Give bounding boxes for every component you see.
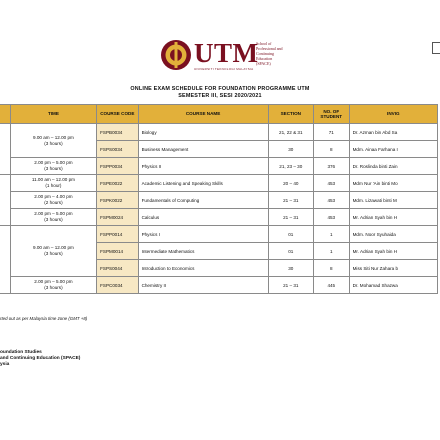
- student-count: 71: [313, 124, 349, 141]
- table-header-row: [0, 105, 438, 124]
- table-row: [0, 226, 438, 243]
- section: 21 – 31: [268, 209, 313, 226]
- document-subtitle: SEMESTER III, SESI 2020/2021: [178, 93, 262, 99]
- duration-text: (3 hours): [44, 217, 63, 222]
- course-code: FSPS0044: [97, 260, 138, 277]
- section: 21 – 31: [268, 277, 313, 294]
- date-header: [0, 105, 10, 124]
- invigilator: Mdm. Lizawati binti M: [349, 192, 437, 209]
- invigilator: Mdm. Noor Syuhaida: [349, 226, 437, 243]
- student-count: 8: [313, 141, 349, 158]
- time-text: 2.00 pm – 5.00 pm: [34, 160, 73, 165]
- duration-text: (3 hours): [44, 166, 63, 171]
- time-cell: [10, 226, 96, 277]
- time-text: 2.00 pm – 4.00 pm: [34, 194, 73, 199]
- section: 01: [268, 243, 313, 260]
- course-name: Biology: [138, 124, 268, 141]
- brand-name: UTM: [194, 38, 259, 68]
- signature-block: [0, 350, 80, 368]
- course-code: FSPB0034: [97, 124, 138, 141]
- time-cell: [10, 124, 96, 158]
- table-row: [0, 209, 438, 226]
- section: 30: [268, 260, 313, 277]
- school-line: Continuing: [256, 51, 275, 56]
- table-row: [0, 277, 438, 294]
- course-name: Fundamentals of Computing: [138, 192, 268, 209]
- signature-line: and Continuing Education (SPACE): [0, 356, 81, 361]
- table-row: [0, 192, 438, 209]
- course-name: Chemistry II: [138, 277, 268, 294]
- brand-subtitle: UNIVERSITI TEKNOLOGI MALAYSIA: [194, 67, 254, 71]
- school-line: School of: [256, 41, 272, 46]
- time-text: 9.00 am – 12.00 pm: [33, 245, 74, 250]
- duration-text: (3 hours): [44, 251, 63, 256]
- course-code: FSPM0014: [97, 243, 138, 260]
- table-row: [0, 175, 438, 192]
- corner-box: [432, 42, 440, 54]
- student-count: 453: [313, 209, 349, 226]
- student-count: 8: [313, 260, 349, 277]
- section: 21, 22 & 31: [268, 124, 313, 141]
- time-text: 9.00 am – 12.00 pm: [33, 134, 74, 140]
- section: 20 – 40: [268, 175, 313, 192]
- student-count: 1: [313, 226, 349, 243]
- section: 30: [268, 141, 313, 158]
- invigilator: Dr. Mohamad Shazwa: [349, 277, 437, 294]
- course-code: FSPK0022: [97, 192, 138, 209]
- course-name: Calculus: [138, 209, 268, 226]
- course-code: FSPM0024: [97, 209, 138, 226]
- course-code: FSPP0014: [97, 226, 138, 243]
- invigilator: Miss Siti Nur Zahara b: [349, 260, 437, 277]
- time-cell: [10, 209, 96, 226]
- course-name: Physics II: [138, 158, 268, 175]
- course-name: Intermediate Mathematics: [138, 243, 268, 260]
- signature-line: ysia: [0, 362, 10, 367]
- student-count: 1: [313, 243, 349, 260]
- course-name: Academic Listening and Speaking Skills: [138, 175, 268, 192]
- course-code: FSPE0022: [97, 175, 138, 192]
- utm-logo: [160, 38, 300, 74]
- column-header: TIME: [10, 105, 96, 124]
- invigilator: Mdm. Ainaa Farhana I: [349, 141, 437, 158]
- column-header: INVIG: [349, 105, 437, 124]
- column-header: SECTION: [268, 105, 313, 124]
- school-name: [256, 41, 298, 66]
- time-cell: [10, 277, 96, 294]
- section: 01: [268, 226, 313, 243]
- duration-text: (2 hours): [44, 200, 63, 205]
- table-row: [0, 158, 438, 175]
- column-header: COURSE NAME: [138, 105, 268, 124]
- date-cell: [0, 175, 10, 226]
- duration-text: (1 hour): [45, 183, 62, 188]
- student-count: 453: [313, 192, 349, 209]
- invigilator: Mr. Adrian Syah bin H: [349, 243, 437, 260]
- time-text: 2.00 pm – 5.00 pm: [34, 279, 73, 284]
- invigilator: Dr. Roslinda binti Zain: [349, 158, 437, 175]
- time-cell: [10, 175, 96, 192]
- duration-text: (3 hours): [44, 140, 63, 146]
- school-line: (SPACE): [256, 61, 271, 66]
- time-cell: [10, 158, 96, 175]
- date-cell: [0, 226, 10, 294]
- footnote: rted out as per Malaysia time zone (GMT +8): [0, 316, 88, 321]
- time-text: 2.00 pm – 5.00 pm: [34, 211, 73, 216]
- invigilator: Dr. Azman bin Abd Sa: [349, 124, 437, 141]
- invigilator: Mr. Adrian Syah bin H: [349, 209, 437, 226]
- course-code: FSPS0034: [97, 141, 138, 158]
- column-header: COURSE CODE: [97, 105, 138, 124]
- date-cell: [0, 124, 10, 175]
- column-header: NO. OF STUDENT: [313, 105, 349, 124]
- signature-line: oundation Studies: [0, 350, 42, 355]
- time-cell: [10, 192, 96, 209]
- school-line: Professional and: [256, 46, 283, 51]
- course-name: Business Management: [138, 141, 268, 158]
- section: 21, 23 – 30: [268, 158, 313, 175]
- course-code: FSPC0034: [97, 277, 138, 294]
- time-text: 11.00 am – 12.00 pm: [31, 177, 75, 182]
- utm-crest-icon: [160, 39, 192, 71]
- student-count: 453: [313, 175, 349, 192]
- course-code: FSPP0034: [97, 158, 138, 175]
- document-title: ONLINE EXAM SCHEDULE FOR FOUNDATION PROGRAMME UTM: [130, 86, 310, 92]
- exam-schedule-table: [0, 104, 438, 294]
- course-name: Physics I: [138, 226, 268, 243]
- student-count: 445: [313, 277, 349, 294]
- section: 21 – 31: [268, 192, 313, 209]
- duration-text: (3 hours): [44, 285, 63, 290]
- course-name: Introduction to Economics: [138, 260, 268, 277]
- invigilator: Mdm Nur 'Ain binti Mo: [349, 175, 437, 192]
- school-line: Education: [256, 56, 273, 61]
- table-row: [0, 124, 438, 141]
- student-count: 376: [313, 158, 349, 175]
